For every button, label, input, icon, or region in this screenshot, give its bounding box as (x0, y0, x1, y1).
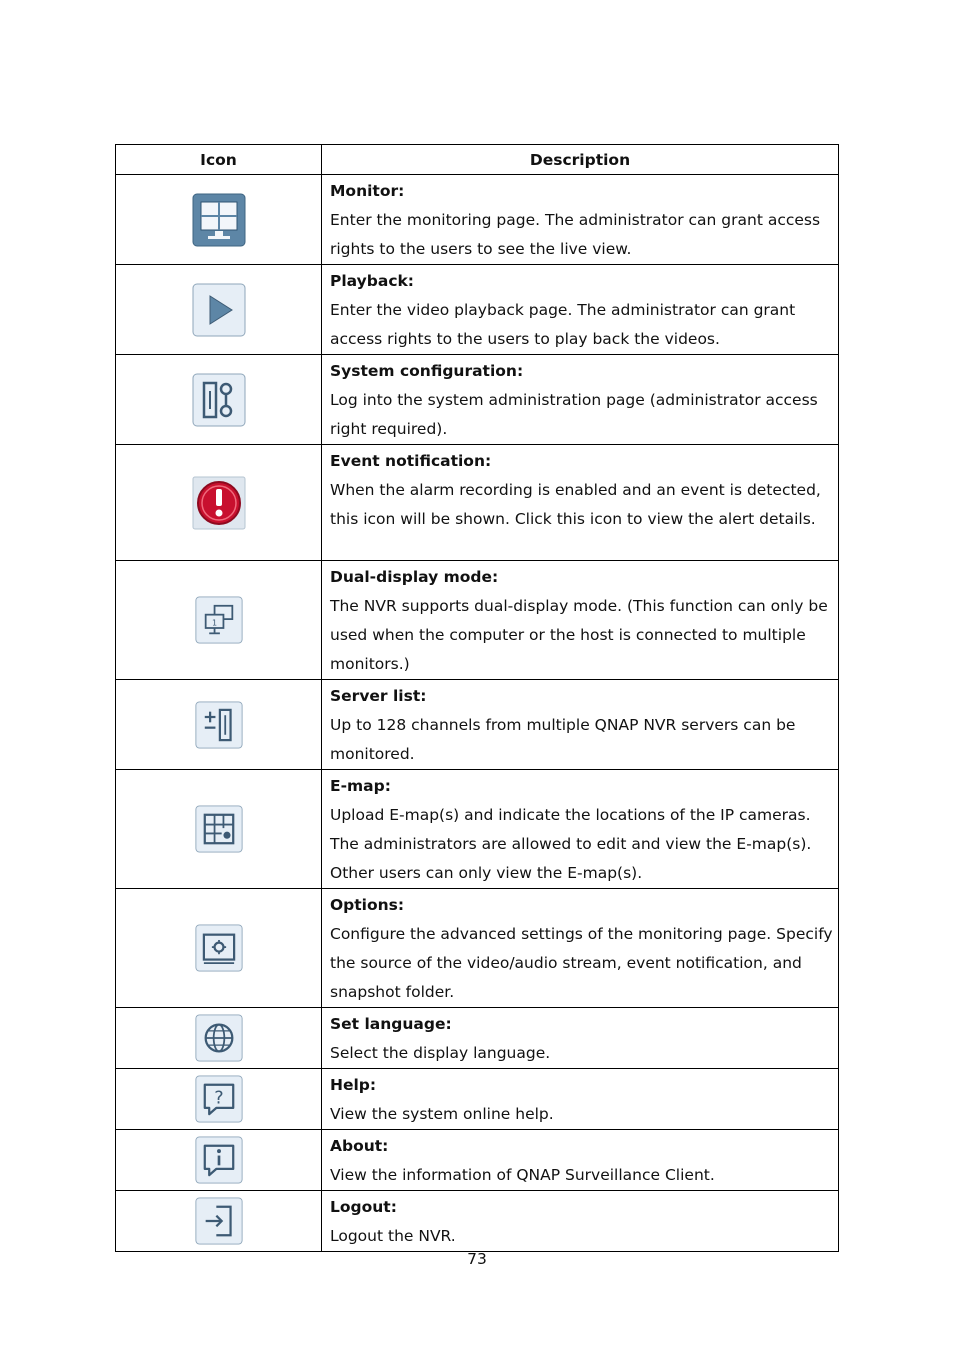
row-text: View the system online help. (330, 1105, 554, 1123)
row-title: System configuration: (330, 362, 524, 380)
row-title: E-map: (330, 777, 391, 795)
row-text: Enter the video playback page. The administrator can grant access rights to the users to play back the videos. (330, 301, 796, 348)
row-title: Logout: (330, 1198, 397, 1216)
header-icon: Icon (116, 145, 322, 175)
svg-text:1: 1 (211, 618, 217, 628)
table-row (116, 265, 839, 355)
about-icon (195, 1136, 243, 1184)
event-notification-icon (192, 476, 246, 530)
row-text: Log into the system administration page (administrator access right required). (330, 391, 818, 438)
row-text: Select the display language. (330, 1044, 551, 1062)
table-row (116, 561, 839, 680)
table-row (116, 1008, 839, 1069)
table-row (116, 680, 839, 770)
dual-display-icon (195, 596, 243, 644)
row-text: The NVR supports dual-display mode. (This function can only be used when the computer or the host is connected to multiple monitors.) (330, 597, 828, 673)
globe-icon (195, 1014, 243, 1062)
table-header-row (116, 145, 839, 175)
row-title: Playback: (330, 272, 415, 290)
playback-icon (192, 283, 246, 337)
table-row (116, 445, 839, 561)
row-title: About: (330, 1137, 389, 1155)
e-map-icon (195, 805, 243, 853)
row-text: Logout the NVR. (330, 1227, 456, 1245)
row-text: Upload E-map(s) and indicate the locations of the IP cameras. The administrators are allowed to edit and view the E-map(s). Other users can only view the E-map(s). (330, 806, 812, 882)
server-list-icon (195, 701, 243, 749)
header-description: Description (322, 145, 839, 175)
icon-description-table (115, 144, 839, 1252)
row-title: Event notification: (330, 452, 492, 470)
monitor-icon (192, 193, 246, 247)
row-text: Enter the monitoring page. The administrator can grant access rights to the users to see the live view. (330, 211, 821, 258)
row-title: Monitor: (330, 182, 405, 200)
row-text: Up to 128 channels from multiple QNAP NVR servers can be monitored. (330, 716, 796, 763)
row-title: Options: (330, 896, 405, 914)
row-title: Set language: (330, 1015, 452, 1033)
table-row (116, 1130, 839, 1191)
table-row (116, 889, 839, 1008)
table-row (116, 770, 839, 889)
table-row (116, 1191, 839, 1252)
table-row (116, 355, 839, 445)
row-text: Configure the advanced settings of the monitoring page. Specify the source of the video/audio stream, event notification, and snapshot folder. (330, 925, 833, 1001)
svg-text:?: ? (213, 1088, 224, 1109)
page-number: 73 (467, 1250, 487, 1268)
row-title: Help: (330, 1076, 377, 1094)
options-icon (195, 924, 243, 972)
logout-icon (195, 1197, 243, 1245)
row-title: Server list: (330, 687, 427, 705)
row-text: View the information of QNAP Surveillance Client. (330, 1166, 715, 1184)
row-title: Dual-display mode: (330, 568, 499, 586)
table-row (116, 1069, 839, 1130)
system-configuration-icon (192, 373, 246, 427)
table-row (116, 175, 839, 265)
help-icon (195, 1075, 243, 1123)
row-text: When the alarm recording is enabled and an event is detected, this icon will be shown. Click this icon to view the alert details. (330, 481, 821, 528)
